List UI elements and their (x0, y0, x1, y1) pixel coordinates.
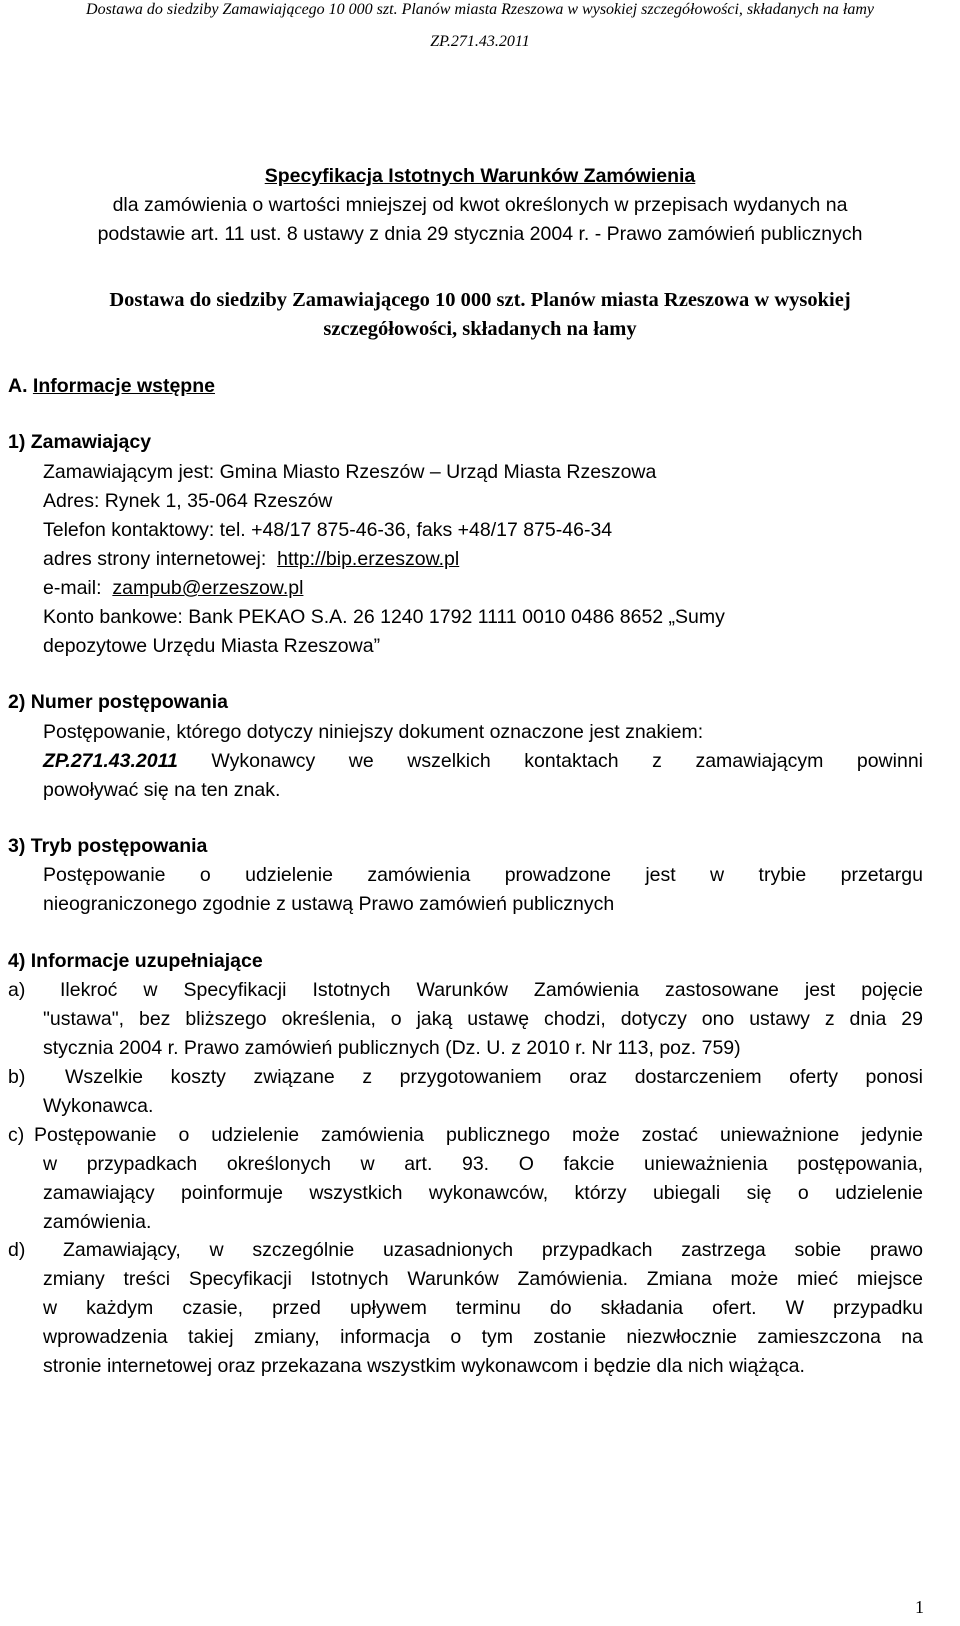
subject-line-1: Dostawa do siedziby Zamawiającego 10 000 szt. Planów miasta Rzeszowa w wysokiej (109, 289, 851, 311)
s1-bank-line-1: Konto bankowe: Bank PEKAO S.A. 26 1240 1792 1111 0010 0486 8652 „Sumy (43, 606, 725, 628)
s4-item-b (43, 1063, 923, 1121)
s1-bank-line-2: depozytowe Urzędu Miasta Rzeszowa” (43, 635, 381, 657)
s4-item-d-line-2: zmiany treści Specyfikacji Istotnych Warunków Zamówienia. Zmiana może mieć miejsce (43, 1268, 923, 1290)
s1-line-1: Zamawiającym jest: Gmina Miasto Rzeszów – Urząd Miasta Rzeszowa (43, 461, 657, 483)
s2-line-1: Postępowanie, którego dotyczy niniejszy dokument oznaczone jest znakiem: (43, 721, 704, 743)
s4-item-a-line-1: Ilekroć w Specyfikacji Istotnych Warunków Zamówienia zastosowane jest pojęcie (60, 979, 923, 1001)
s3-heading: 3) Tryb postępowania (8, 835, 208, 857)
s3-line-2: nieograniczonego zgodnie z ustawą Prawo zamówień publicznych (43, 893, 615, 915)
s2-code: ZP.271.43.2011 (43, 750, 178, 772)
s1-heading: 1) Zamawiający (8, 431, 152, 453)
s4-item-a-letter: a) (8, 979, 26, 1001)
document-title: Specyfikacja Istotnych Warunków Zamówienia (264, 165, 696, 187)
s4-item-a-line-3: stycznia 2004 r. Prawo zamówień publicznych (Dz. U. z 2010 r. Nr 113, poz. 759) (43, 1037, 741, 1059)
s4-item-b-line-1: Wszelkie koszty związane z przygotowaniem oraz dostarczeniem oferty ponosi (65, 1066, 923, 1088)
s2-heading-rest: umer postępowania (44, 691, 228, 713)
s2-heading-num: 2) N (8, 691, 45, 713)
document-subject (38, 286, 922, 344)
s2-line-3: powoływać się na ten znak. (43, 779, 281, 801)
s4-item-a-line-2: "ustawa", bez bliższego określenia, o jaką ustawę chodzi, dotyczy ono ustawy z dnia 29 (43, 1008, 923, 1030)
s4-item-c (34, 1121, 923, 1237)
s4-item-c-line-1: Postępowanie o udzielenie zamówienia publicznego może zostać unieważnione jedynie (34, 1124, 923, 1146)
email-link[interactable]: zampub@erzeszow.pl (112, 577, 304, 599)
subtitle-line-2: podstawie art. 11 ust. 8 ustawy z dnia 29 stycznia 2004 r. - Prawo zamówień publicznych (97, 223, 863, 245)
s4-item-c-letter: c) (8, 1124, 25, 1146)
s4-item-c-line-4: zamówienia. (43, 1211, 152, 1233)
s1-www-label: adres strony internetowej: (43, 548, 267, 570)
section-a-prefix: A. (8, 375, 33, 397)
running-header-title: Dostawa do siedziby Zamawiającego 10 000 szt. Planów miasta Rzeszowa w wysokiej szczegółowości, składanych na łamy (86, 1, 874, 18)
s2-line-2 (43, 747, 923, 776)
subject-line-2: szczegółowości, składanych na łamy (323, 318, 637, 340)
s4-item-b-letter: b) (8, 1066, 26, 1088)
s4-item-d (43, 1236, 923, 1381)
page-number: 1 (915, 1597, 924, 1617)
section-a-label: Informacje wstępne (32, 375, 215, 397)
s4-item-b-line-2: Wykonawca. (43, 1095, 154, 1117)
document-subtitle (38, 191, 922, 249)
s4-item-d-line-3: w każdym czasie, przed upływem terminu do składania ofert. W przypadku (43, 1297, 923, 1319)
section-a-heading (8, 372, 215, 401)
s4-heading: 4) Informacje uzupełniające (8, 950, 263, 972)
s2-line-2-rest: Wykonawcy we wszelkich kontaktach z zamawiającym powinni (211, 750, 923, 772)
s3-line-1: Postępowanie o udzielenie zamówienia prowadzone jest w trybie przetargu (43, 864, 923, 886)
s4-item-c-line-3: zamawiający poinformuje wszystkich wykonawców, którzy ubiegali się o udzielenie (43, 1182, 923, 1204)
s4-item-d-line-1: Zamawiający, w szczególnie uzasadnionych przypadkach zastrzega sobie prawo (63, 1239, 923, 1261)
s4-item-c-line-2: w przypadkach określonych w art. 93. O fakcie unieważnienia postępowania, (43, 1153, 923, 1175)
s4-item-d-letter: d) (8, 1239, 26, 1261)
s2-heading (8, 688, 228, 717)
subtitle-line-1: dla zamówienia o wartości mniejszej od kwot określonych w przepisach wydanych na (112, 194, 848, 216)
s4-item-a (43, 976, 923, 1063)
running-header-code: ZP.271.43.2011 (430, 33, 530, 50)
s4-item-d-line-5: stronie internetowej oraz przekazana wszystkim wykonawcom i będzie dla nich wiążąca. (43, 1355, 805, 1377)
s1-www-row (43, 545, 459, 574)
s3-body (43, 861, 923, 919)
s1-line-3: Telefon kontaktowy: tel. +48/17 875-46-36, faks +48/17 875-46-34 (43, 519, 613, 541)
s4-item-d-line-4: wprowadzenia takiej zmiany, informacja o tym zostanie niezwłocznie zamieszczona na (43, 1326, 923, 1348)
website-link[interactable]: http://bip.erzeszow.pl (277, 548, 460, 570)
s1-email-row (43, 574, 303, 603)
s1-email-label: e-mail: (43, 577, 102, 599)
s1-line-2: Adres: Rynek 1, 35-064 Rzeszów (43, 490, 333, 512)
